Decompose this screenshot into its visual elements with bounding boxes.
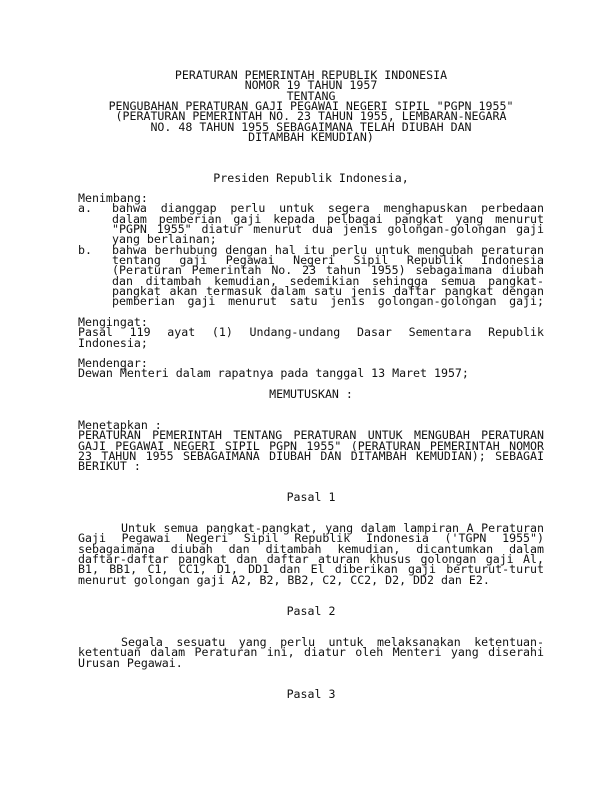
- text-line: daftar-daftar pangkat dan daftar aturan khusus golongan gaji Al,: [78, 552, 544, 567]
- text-line: yang berlainan;: [112, 232, 217, 247]
- pasal-3-heading: Pasal 3: [286, 687, 336, 701]
- text-line: dan ditambah kemudian, sedemikian sehingga semua pangkat-: [112, 273, 544, 288]
- text-line: dalam pemberian gaji kepada pelbagai pangkat yang menurut: [112, 211, 544, 226]
- item-label: b.: [78, 242, 92, 257]
- title-line: (PERATURAN PEMERINTAH NO. 23 TAHUN 1955, LEMBARAN-NEGARA: [115, 109, 507, 124]
- text-line: GAJI PEGAWAI NEGERI SIPIL PGPN 1955" (PERATURAN PEMERINTAH NOMOR: [78, 438, 544, 453]
- mengingat-section: [78, 317, 544, 348]
- text-line: ketentuan dalam Peraturan ini, diatur oleh Menteri yang diserahi: [78, 645, 544, 660]
- text-line: tentang gaji Pegawai Negeri Sipil Republik Indonesia: [112, 253, 544, 268]
- text-line: Segala sesuatu yang perlu untuk melaksanakan ketentuan-: [121, 635, 544, 649]
- text-line: Urusan Pegawai.: [78, 655, 183, 670]
- menetapkan-heading: Menetapkan :: [78, 418, 162, 432]
- title-line: NO. 48 TAHUN 1955 SEBAGAIMANA TELAH DIUBAH DAN: [150, 119, 472, 134]
- pasal-2-heading: Pasal 2: [286, 604, 336, 618]
- text-line: pangkat akan termasuk dalam satu jenis daftar pangkat dengan: [112, 284, 544, 299]
- text-line: BERIKUT :: [78, 459, 141, 474]
- text-line: (Peraturan Pemerintah No. 23 tahun 1955) sebagaimana diubah: [112, 263, 544, 278]
- title-line: PERATURAN PEMERINTAH REPUBLIK INDONESIA: [174, 68, 448, 82]
- menetapkan-section: [78, 420, 544, 472]
- item-label: a.: [78, 201, 92, 216]
- title-line: NOMOR 19 TAHUN 1957: [244, 78, 378, 93]
- pasal-1-body: [78, 523, 544, 585]
- president-line: Presiden Republik Indonesia,: [213, 171, 409, 185]
- title-line: DITAMBAH KEMUDIAN): [248, 130, 374, 145]
- text-line: PERATURAN PEMERINTAH TENTANG PERATURAN UNTUK MENGUBAH PERATURAN: [78, 428, 544, 443]
- pasal-1-heading: Pasal 1: [286, 490, 336, 504]
- memutuskan-heading: MEMUTUSKAN :: [269, 387, 353, 401]
- mendengar-section: [78, 358, 544, 379]
- text-line: bahwa berhubung dengan hal itu perlu untuk mengubah peraturan: [112, 242, 544, 257]
- text-line: Untuk semua pangkat-pangkat, yang dalam lampiran A Peraturan: [121, 521, 544, 535]
- menimbang-item-b: [78, 242, 544, 309]
- text-line: pemberian gaji menurut satu jenis golongan-golongan gaji;: [112, 294, 544, 309]
- text-line: bahwa dianggap perlu untuk segera menghapuskan perbedaan: [112, 201, 544, 216]
- menimbang-heading: Menimbang:: [78, 191, 148, 205]
- mengingat-heading: Mengingat:: [78, 315, 148, 329]
- text-line: sebagaimana diubah dan ditambah kemudian, dicantumkan dalam: [78, 541, 544, 556]
- text-line: Pasal 119 ayat (1) Undang-undang Dasar Sementara Republik: [78, 325, 544, 340]
- menimbang-section: [78, 193, 544, 307]
- text-line: menurut golongan gaji A2, B2, BB2, C2, CC2, D2, DD2 dan E2.: [78, 572, 490, 587]
- pasal-2-body: [78, 637, 544, 668]
- title-line: TENTANG: [286, 88, 336, 103]
- text-line: "PGPN 1955" diatur menurut dua jenis golongan-golongan gaji: [112, 222, 544, 237]
- text-line: 23 TAHUN 1955 SEBAGAIMANA DIUBAH DAN DITAMBAH KEMUDIAN); SEBAGAI: [78, 449, 544, 464]
- text-line: B1, BB1, C1, CC1, D1, DD1 dan El diberikan gaji berturut-turut: [78, 562, 544, 577]
- document-title: [78, 68, 544, 145]
- text-line: Gaji Pegawai Negeri Sipil Republik Indonesia ('TGPN 1955"): [78, 531, 544, 546]
- title-line: PENGUBAHAN PERATURAN GAJI PEGAWAI NEGERI SIPIL "PGPN 1955": [108, 99, 514, 114]
- menimbang-item-a: [78, 201, 544, 247]
- text-line: Indonesia;: [78, 335, 148, 350]
- text-line: Dewan Menteri dalam rapatnya pada tanggal 13 Maret 1957;: [78, 366, 469, 381]
- mendengar-heading: Mendengar:: [78, 356, 148, 370]
